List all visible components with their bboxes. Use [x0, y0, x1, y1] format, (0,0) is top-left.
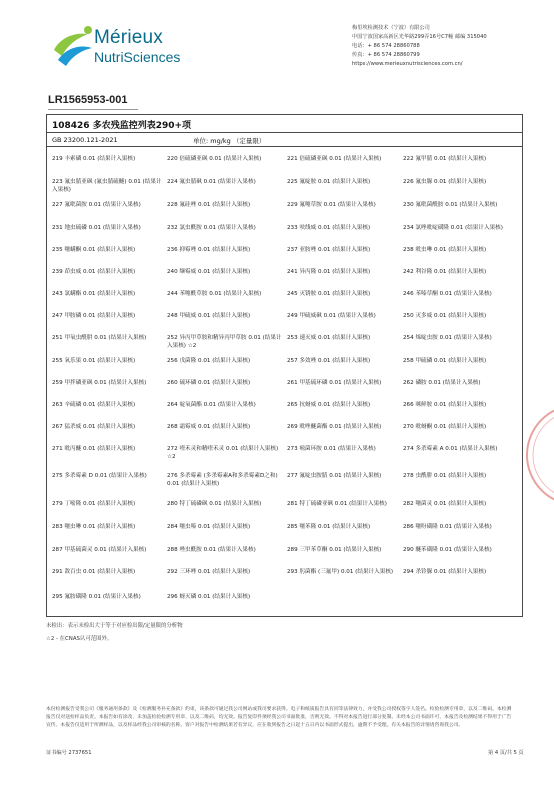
table-cell: 231 地虫硫磷 0.01 (结果计入果核): [52, 225, 141, 231]
table-cell: 258 甲硫磷 0.01 (结果计入果核): [403, 358, 487, 364]
table-cell: 220 倍硫磷亚砜 0.01 (结果计入果核): [167, 156, 262, 162]
table-cell: 261 甲基硫环磷 0.01 (结果计入果核): [287, 380, 382, 386]
table-cell: 233 呋线威 0.01 (结果计入果核): [287, 225, 371, 231]
table-cell: 235 噻螨酮 0.01 (结果计入果核): [52, 247, 136, 253]
table-cell: 263 辛硫磷 0.01 (结果计入果核): [52, 402, 136, 408]
footnote-not-detected: 未检出：表示未检出大于等于对应检出限/定量限的分析物: [46, 623, 183, 629]
table-cell: 291 敌百虫 0.01 (结果计入果核): [52, 569, 136, 575]
table-cell: 281 特丁硫磷亚砜 0.01 (结果计入果核): [287, 501, 387, 507]
company-phone: 电话：+ 86 574 28860788: [352, 43, 420, 49]
table-cell: 283 噻虫啉 0.01 (结果计入果核): [52, 524, 136, 530]
table-cell: 276 多杀霉素 (多杀霉素A和多杀霉素D之和) 0.01 (结果计入果核): [167, 473, 278, 488]
legal-terms: 本份检测报告受我公司《服务通用条款》及《检测服务补充条款》约束，该条款可通过我公司网站或我司要求获得。电子和纸质报告具有同等法律效力，并受我公司授权签字人签名。检验检测专用章，以及二维码。本检测报告仅对送检样品负责。本报告如有涂改、未加盖检验检测专用章、以及二维码，均无效。报告复印件须经我公司书面批准，否则无效。不得对本报告进行部分复制。未经本公司书面许可，本报告及检测结果不得用于广告宣传。本报告仅适用于所测样品，以及样品经我公司审核的名称。客户对报告中检测结果若有异议，应在收到报告之日起十五日内以书面形式提出，逾期不予受理。有关本报告的详情请咨询我公司。: [46, 707, 512, 728]
table-cell: 266 咪鲜胺 0.01 (结果计入果核): [403, 402, 487, 408]
table-cell: 240 缬霉威 0.01 (结果计入果核): [167, 269, 251, 275]
table-cell: 224 氟虫腈砜 0.01 (结果计入果核): [167, 179, 256, 185]
table-cell: 271 吡丙醚 0.01 (结果计入果核): [52, 446, 136, 452]
table-cell: 250 灭多威 0.01 (结果计入果核): [403, 313, 487, 319]
table-cell: 252 异丙甲草胺和精异丙甲草胺 0.01 (结果计入果核) ☆2: [167, 335, 282, 350]
table-cell: 272 喹禾灵和精喹禾灵 0.01 (结果计入果核) ☆2: [167, 446, 279, 461]
table-cell: 264 啶氧菌酯 0.01 (结果计入果核): [167, 402, 256, 408]
table-cell: 265 抗蚜威 0.01 (结果计入果核): [287, 402, 371, 408]
table-cell: 287 甲基硫菌灵 0.01 (结果计入果核): [52, 547, 147, 553]
page-number: 第 4 页/共 5 页: [488, 750, 524, 756]
standard-code: GB 23200.121-2021: [52, 136, 118, 144]
table-cell: 284 噻虫嗪 0.01 (结果计入果核): [167, 524, 251, 530]
table-cell: 253 速灭威 0.01 (结果计入果核): [287, 335, 371, 341]
table-cell: 234 氯唑吡啶磺隆 0.01 (结果计入果核): [403, 225, 503, 231]
table-cell: 228 氟硅唑 0.01 (结果计入果核): [167, 202, 251, 208]
table-cell: 248 甲硫威 0.01 (结果计入果核): [167, 313, 251, 319]
table-title: 108426 多农残监控列表290+项: [47, 115, 522, 133]
table-cell: 251 甲氧虫酰肼 0.01 (结果计入果核): [52, 335, 147, 341]
table-cell: 285 噻苯隆 0.01 (结果计入果核): [287, 524, 371, 530]
certificate-number: 证书编号 2737651: [46, 750, 92, 756]
table-cell: 225 氟啶胺 0.01 (结果计入果核): [287, 179, 371, 185]
company-fax: 传真：+ 86 574 28860799: [352, 52, 420, 58]
logo-mark-icon: [50, 20, 100, 72]
table-cell: 229 氟噻草胺 0.01 (结果计入果核): [287, 202, 376, 208]
table-cell: 219 丰索磷 0.01 (结果计入果核): [52, 156, 136, 162]
table-cell: 236 抑霉唑 0.01 (结果计入果核): [167, 247, 251, 253]
table-cell: 222 氟甲腈 0.01 (结果计入果核): [403, 156, 487, 162]
seal-stamp: [522, 400, 554, 510]
table-cell: 241 异丙隆 0.01 (结果计入果核): [287, 269, 371, 275]
report-number: LR1565953-001: [48, 94, 128, 106]
table-cell: 286 噻吩磺隆 0.01 (结果计入果核): [403, 524, 492, 530]
table-cell: 232 氯虫酰胺 0.01 (结果计入果核): [167, 225, 256, 231]
table-cell: 244 苯噻酰草胺 0.01 (结果计入果核): [167, 291, 262, 297]
brand-name-line1: Mérieux: [94, 27, 163, 48]
table-cell: 267 猛杀威 0.01 (结果计入果核): [52, 424, 136, 430]
company-name: 梅里埃检测技术（宁波）有限公司: [352, 25, 430, 31]
table-cell: 221 倍硫磷亚砜 0.01 (结果计入果核): [287, 156, 382, 162]
table-cell: 270 吡蚜酮 0.01 (结果计入果核): [403, 424, 487, 430]
footnote-cnas: ☆2 - 在CNAS认可范围外。: [46, 636, 113, 642]
table-cell: 275 多杀霉素 D 0.01 (结果计入果核): [52, 473, 147, 479]
table-cell: 288 唑虫酰胺 0.01 (结果计入果核): [167, 547, 256, 553]
table-cell: 280 特丁硫磷砜 0.01 (结果计入果核): [167, 501, 262, 507]
table-cell: 268 霜霉威 0.01 (结果计入果核): [167, 424, 251, 430]
table-cell: 230 氟吡菌酰胺 0.01 (结果计入果核): [403, 202, 498, 208]
table-cell: 249 甲硫威砜 0.01 (结果计入果核): [287, 313, 376, 319]
table-cell: 259 甲拌磷亚砜 0.01 (结果计入果核): [52, 380, 147, 386]
table-cell: 223 氟虫腈亚砜 (氟虫腈硫醚) 0.01 (结果计入果核): [52, 179, 162, 194]
table-cell: 237 亚胺唑 0.01 (结果计入果核): [287, 247, 371, 253]
table-cell: 278 虫酰肼 0.01 (结果计入果核): [403, 473, 487, 479]
table-cell: 256 戊菌隆 0.01 (结果计入果核): [167, 358, 251, 364]
company-website[interactable]: https://www.merieuxnutrisciences.com.cn/: [352, 61, 463, 67]
table-cell: 290 醚苯磺隆 0.01 (结果计入果核): [403, 547, 492, 553]
table-cell: 242 利谷隆 0.01 (结果计入果核): [403, 269, 487, 275]
unit-label: 单位: mg/kg （定量限）: [193, 137, 266, 145]
table-cell: 257 多效唑 0.01 (结果计入果核): [287, 358, 371, 364]
table-cell: 255 氧乐果 0.01 (结果计入果核): [52, 358, 136, 364]
table-cell: 277 氟啶虫胺腈 0.01 (结果计入果核): [287, 473, 382, 479]
table-cell: 247 甲胺磷 0.01 (结果计入果核): [52, 313, 136, 319]
table-cell: 226 氟虫脲 0.01 (结果计入果核): [403, 179, 487, 185]
table-cell: 295 氟胺磺隆 0.01 (结果计入果核): [52, 594, 141, 600]
table-cell: 296 蚜灭磷 0.01 (结果计入果核): [167, 594, 251, 600]
table-cell: 292 三环唑 0.01 (结果计入果核): [167, 569, 251, 575]
table-cell: 254 烯啶虫胺 0.01 (结果计入果核): [403, 335, 492, 341]
table-cell: 262 磷胺 0.01 (结果计入果核): [403, 380, 481, 386]
table-cell: 238 吡虫啉 0.01 (结果计入果核): [403, 247, 487, 253]
table-cell: 273 嘧菌环胺 0.01 (结果计入果核): [287, 446, 376, 452]
table-cell: 246 苯嗪草酮 0.01 (结果计入果核): [403, 291, 492, 297]
table-cell: 260 硫环磷 0.01 (结果计入果核): [167, 380, 251, 386]
table-cell: 227 氟吡菌胺 0.01 (结果计入果核): [52, 202, 141, 208]
table-cell: 279 丁嘧隆 0.01 (结果计入果核): [52, 501, 136, 507]
brand-name-line2: NutriSciences: [94, 49, 181, 65]
table-cell: 289 三甲苯草酮 0.01 (结果计入果核): [287, 547, 382, 553]
table-cell: 245 灭锈胺 0.01 (结果计入果核): [287, 291, 371, 297]
results-table: [46, 114, 523, 617]
company-info: [352, 24, 542, 69]
table-cell: 282 噻菌灵 0.01 (结果计入果核): [403, 501, 487, 507]
report-number-underline: [48, 109, 138, 110]
seal-icon: [522, 400, 554, 510]
standard-row: [47, 133, 522, 147]
table-cell: 294 杀铃脲 0.01 (结果计入果核): [403, 569, 487, 575]
table-cell: 239 茚虫威 0.01 (结果计入果核): [52, 269, 136, 275]
table-cell: 243 氯螨酯 0.01 (结果计入果核): [52, 291, 136, 297]
table-cell: 269 吡唑醚菌酯 0.01 (结果计入果核): [287, 424, 382, 430]
company-logo: [50, 20, 200, 72]
table-cell: 274 多杀霉素 A 0.01 (结果计入果核): [403, 446, 498, 452]
table-cell: 293 肟菌酯 (三氟甲) 0.01 (结果计入果核): [287, 569, 394, 575]
company-address: 中国宁波国家高新区光华路299弄16号C7幢 邮编 315040: [352, 34, 487, 40]
